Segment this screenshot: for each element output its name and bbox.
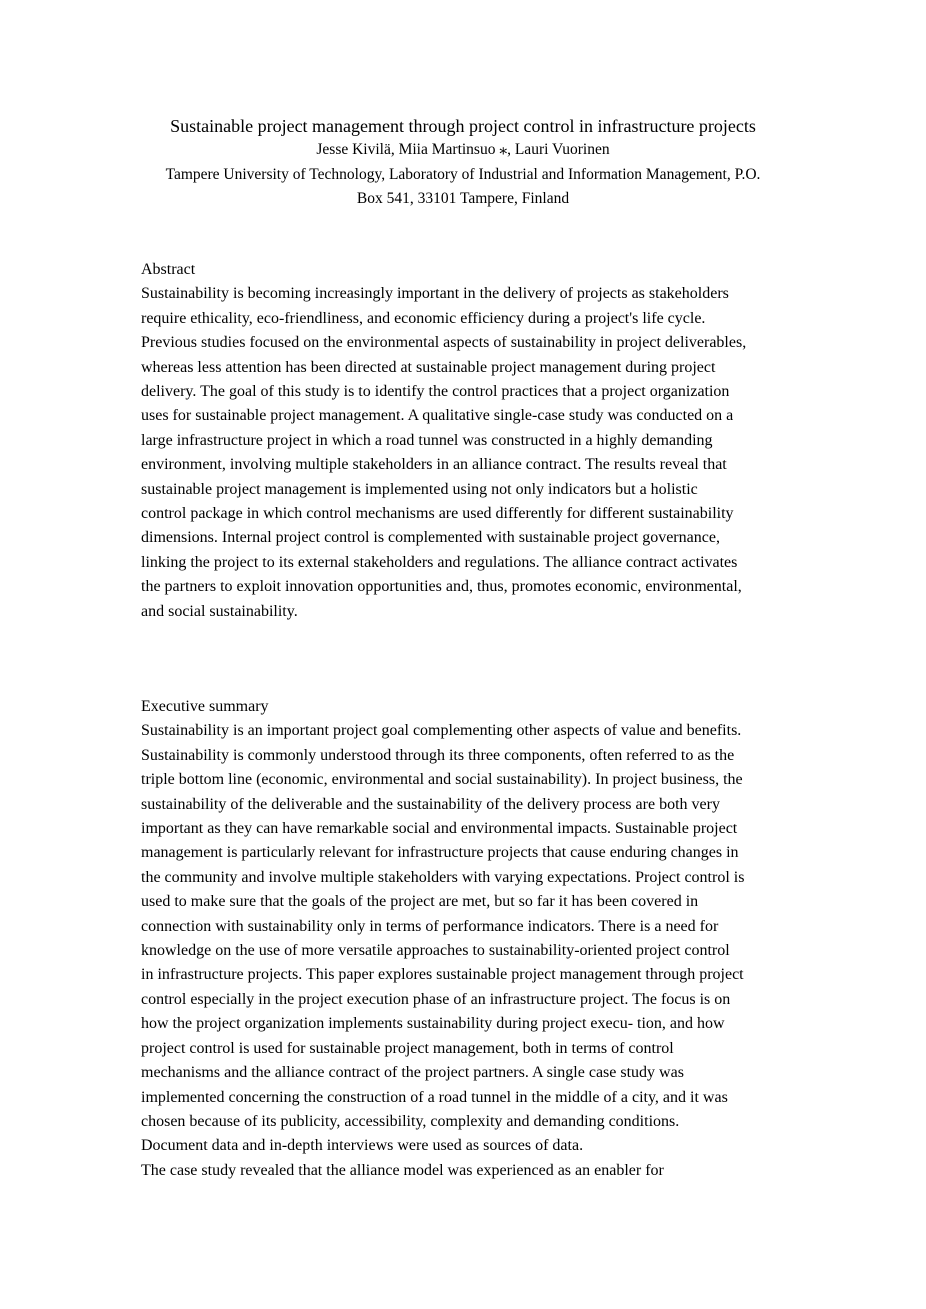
paper-title: Sustainable project management through project control in infrastructure projects [170,116,756,136]
executive-summary-line: Document data and in-depth interviews were used as sources of data. [141,1137,584,1155]
abstract-line: Sustainability is becoming increasingly important in the delivery of projects as stakeholders [141,285,729,303]
executive-summary-line: in infrastructure projects. This paper explores sustainable project management through project [141,966,744,984]
abstract-line: control package in which control mechanisms are used differently for different sustainability [141,505,734,523]
abstract-line: linking the project to its external stakeholders and regulations. The alliance contract activates [141,553,738,571]
executive-summary-line: the community and involve multiple stakeholders with varying expectations. Project control is [141,868,745,886]
abstract-line: require ethicality, eco-friendliness, and economic efficiency during a project's life cycle. [141,309,706,327]
abstract-section [141,258,821,624]
affiliation-line: Box 541, 33101 Tampere, Finland [356,190,570,208]
executive-summary-heading: Executive summary [141,698,269,715]
abstract-line: uses for sustainable project management. A qualitative single-case study was conducted on a [141,407,734,425]
executive-summary-line: knowledge on the use of more versatile approaches to sustainability-oriented project control [141,942,730,960]
executive-summary-line: chosen because of its publicity, accessibility, complexity and demanding conditions. [141,1112,680,1130]
affiliation-line: Tampere University of Technology, Laboratory of Industrial and Information Management, P.O. [165,166,761,183]
executive-summary-line: how the project organization implements sustainability during project execu- tion, and how [141,1015,725,1033]
executive-summary-line: connection with sustainability only in terms of performance indicators. There is a need for [141,917,719,935]
abstract-line: Previous studies focused on the environmental aspects of sustainability in project deliverables, [141,334,747,352]
executive-summary-section [141,695,821,1183]
executive-summary-line: control especially in the project execution phase of an infrastructure project. The focus is on [141,990,731,1008]
abstract-line: sustainable project management is implemented using not only indicators but a holistic [141,480,698,498]
abstract-line: dimensions. Internal project control is complemented with sustainable project governance, [141,529,720,547]
executive-summary-line: triple bottom line (economic, environmental and social sustainability). In project business, the [141,771,743,789]
authors: Jesse Kivilä, Miia Martinsuo ⁎, Lauri Vuorinen [316,141,610,158]
executive-summary-line: Sustainability is commonly understood through its three components, often referred to as the [141,746,735,764]
abstract-line: the partners to exploit innovation opportunities and, thus, promotes economic, environmental, [141,578,742,596]
abstract-line: large infrastructure project in which a road tunnel was constructed in a highly demanding [141,431,713,449]
affiliation [0,163,926,212]
abstract-heading: Abstract [141,261,196,278]
abstract-line: and social sustainability. [141,602,298,620]
executive-summary-line: important as they can have remarkable social and environmental impacts. Sustainable project [141,820,738,838]
executive-summary-line: sustainability of the deliverable and the sustainability of the delivery process are both very [141,795,720,813]
abstract-line: delivery. The goal of this study is to identify the control practices that a project organization [141,383,730,401]
executive-summary-line: Sustainability is an important project goal complementing other aspects of value and benefits. [141,722,742,740]
abstract-line: whereas less attention has been directed at sustainable project management during project [141,358,716,376]
executive-summary-line: mechanisms and the alliance contract of the project partners. A single case study was [141,1064,684,1082]
executive-summary-line: used to make sure that the goals of the project are met, but so far it has been covered in [141,893,699,911]
abstract-line: environment, involving multiple stakeholders in an alliance contract. The results reveal that [141,456,727,474]
executive-summary-line: project control is used for sustainable project management, both in terms of control [141,1039,674,1057]
executive-summary-line: implemented concerning the construction of a road tunnel in the middle of a city, and it was [141,1088,728,1106]
executive-summary-line: The case study revealed that the alliance model was experienced as an enabler for [141,1161,664,1179]
abstract-body [141,282,821,624]
executive-summary-body [141,719,821,1183]
executive-summary-line: management is particularly relevant for infrastructure projects that cause enduring changes in [141,844,739,862]
